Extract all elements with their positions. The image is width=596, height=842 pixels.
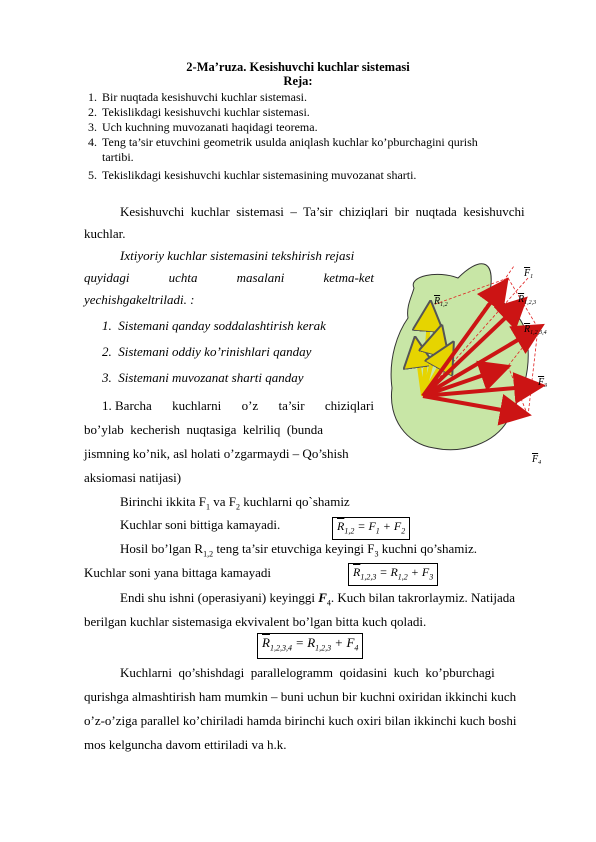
para7-line: qurishga almashtirish ham mumkin – buni uchun bir kuchni oxiridan ikkinchi kuch	[84, 689, 517, 704]
force-diagram	[378, 248, 562, 478]
para1-line: aksiomasi natijasi)	[84, 470, 182, 485]
plan-item: tartibi.	[102, 150, 134, 164]
label-r1234: $R_{1,2,3,4}$	[524, 324, 547, 336]
plan-item: 1. Bir nuqtada kesishuvchi kuchlar sistemasi.	[88, 90, 307, 104]
italic-para-line: quyidagi uchta masalani ketma-ket	[84, 270, 374, 285]
intro-line: Kesishuvchi kuchlar sistemasi – Ta’sir chiziqlari bir nuqtada kesishuvchi	[120, 204, 525, 219]
formula-r1234: $\overline{R}_{1,2,3,4} = R_{1,2,3} + F_4$	[257, 633, 363, 659]
label-f3: $F_3$	[538, 377, 548, 389]
italic-para-line: Ixtiyoriy kuchlar sistemasini tekshirish rejasi	[120, 248, 355, 263]
para7-line: mos kelguncha davom ettiriladi va h.k.	[84, 737, 287, 752]
para6b: berilgan kuchlar sistemasiga ekvivalent bo’lgan bitta kuch qoladi.	[84, 614, 427, 629]
formula-r123: $\overline{R}_{1,2,3} = R_{1,2} + F_3$	[348, 563, 438, 586]
body-shape	[391, 264, 528, 450]
para7-line: o’z-o’ziga parallel ko’chiriladi hamda birinchi kuch oxiri bilan ikkinchi kuch boshi	[84, 713, 517, 728]
para1-line: 1. Barcha kuchlarni o’z ta’sir chiziqlari	[102, 398, 374, 413]
plan-item: 2. Tekislikdagi kesishuvchi kuchlar sistemasi.	[88, 105, 310, 119]
label-f4: $F_4$	[532, 454, 542, 466]
plan-list	[88, 90, 552, 183]
para3: Kuchlar soni bittiga kamayadi.	[120, 517, 281, 532]
label-r123: $R_{1,2,3}$	[518, 294, 537, 306]
italic-para-line: yechishgakeltriladi. :	[84, 292, 195, 307]
step-item: 3. Sistemani muvozanat sharti qanday	[102, 370, 304, 385]
step-item: 2. Sistemani oddiy ko’rinishlari qanday	[102, 344, 312, 359]
plan-item: 4. Teng ta’sir etuvchini geometrik usulda aniqlash kuchlar ko’pburchagini qurish	[88, 135, 478, 149]
plan-item: 5. Tekislikdagi kesishuvchi kuchlar sistemasining muvozanat sharti.	[88, 168, 417, 182]
para6: Endi shu ishni (operasiyani) keyinggi $F_4$. Kuch bilan takrorlaymiz. Natijada	[120, 590, 515, 608]
label-f1: $F_1$	[524, 268, 534, 280]
plan-item: 3. Uch kuchning muvozanati haqidagi teorema.	[88, 120, 318, 134]
para1-line: jismning ko’nik, asl holati o’zgarmaydi – Qo’shish	[84, 446, 349, 461]
plan-heading: Reja:	[283, 74, 313, 88]
intro-line: kuchlar.	[84, 226, 126, 241]
lecture-title: 2-Ma’ruza. Kesishuvchi kuchlar sistemasi	[186, 60, 410, 74]
para4: Hosil bo’lgan $R_{1,2}$ teng ta’sir etuvchiga keyingi $F_3$ kuchni qo’shamiz.	[120, 541, 478, 559]
para5: Kuchlar soni yana bittaga kamayadi	[84, 565, 271, 580]
para2: Birinchi ikkita $F_1$ va $F_2$ kuchlarni qo`shamiz	[120, 494, 350, 512]
para7-line: Kuchlarni qo’shishdagi parallelogramm qoidasini kuch ko’pburchagi	[120, 665, 495, 680]
step-item: 1. Sistemani qanday soddalashtirish kerak	[102, 318, 326, 333]
para1-line: bo’ylab kecherish nuqtasiga kelriliq (bunda	[84, 422, 323, 437]
label-r12: $R_{1,2}$	[434, 296, 448, 308]
formula-r12: $\overline{R}_{1,2} = F_1 + F_2$	[332, 517, 410, 540]
